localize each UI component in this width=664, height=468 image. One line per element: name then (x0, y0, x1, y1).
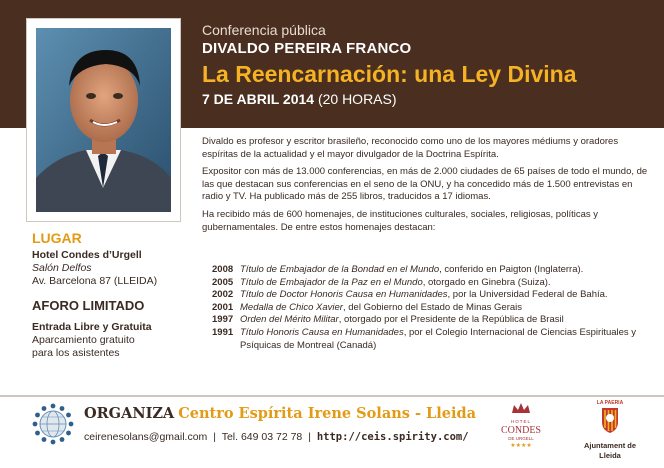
honor-detail: , conferido en Paigton (Inglaterra). (439, 264, 584, 275)
contact-line (84, 431, 469, 443)
honor-item (212, 327, 652, 352)
speaker-photo-frame (26, 18, 181, 222)
honor-year: 1991 (212, 326, 234, 338)
hotel-logo-name: CONDES (500, 425, 541, 436)
honor-detail: , por la Universidad Federal de Bahía. (447, 289, 608, 301)
event-date-time: (20 HORAS) (314, 91, 397, 107)
honor-text (240, 302, 652, 315)
city-council-top: LA PAERIA (596, 400, 624, 406)
speaker-name: DIVALDO PEREIRA FRANCO (202, 40, 412, 57)
honor-text (240, 314, 652, 327)
event-title: La Reencarnación: una Ley Divina (202, 61, 577, 87)
city-council-name: Ajuntament de Lleida (583, 441, 637, 460)
organizer-label: ORGANIZA (84, 405, 175, 422)
hotel-crown-icon (510, 402, 532, 414)
event-type: Conferencia pública (202, 22, 326, 38)
honor-text (240, 264, 652, 277)
bio-paragraph: Expositor con más de 13.000 conferencias, en más de 2.000 ciudades de 65 países de todo el mundo, de las que destacan sus conferencias en el seno de la ONU, y ha concedido más de 1.500 entrevistas en radio y TV. Ha publicado más de 255 libros, traducidos a 17 idiomas. (202, 166, 648, 203)
honor-title: Título de Embajador de la Paz en el Mundo (240, 276, 423, 288)
speaker-portrait-image (36, 28, 171, 212)
honor-title: Título de Embajador de la Bondad en el Mundo (240, 264, 440, 275)
honor-year: 2008 (212, 264, 234, 275)
honors-list (212, 264, 652, 352)
event-header (202, 22, 652, 109)
contact-separator: | (308, 431, 311, 443)
venue-heading: LUGAR (32, 230, 82, 246)
bio-paragraph: Ha recibido más de 600 homenajes, de instituciones culturales, sociales, religiosas, políticas y gubernamentales. De entre estos homenajes destacan: (202, 208, 599, 233)
footer-divider (0, 395, 664, 397)
event-date (202, 89, 652, 109)
contact-separator: | (213, 431, 216, 443)
hotel-logo (496, 401, 546, 450)
venue-room: Salón Delfos (32, 262, 92, 274)
organizer-line (84, 405, 476, 422)
honor-detail: , por el Colegio Internacional de Ciencias Espirituales y Psíquicas de Montreal (Canadá) (240, 326, 637, 351)
honor-year: 2001 (212, 301, 234, 313)
entry-info: Entrada Libre y Gratuita (32, 321, 152, 333)
parking-info: Aparcamiento gratuito (32, 334, 135, 346)
honor-year: 2005 (212, 276, 234, 288)
city-council-logo (574, 400, 646, 461)
honor-text (240, 289, 652, 302)
honor-year: 1997 (212, 314, 234, 326)
organizer-name: Centro Espírita Irene Solans - Lleida (178, 405, 477, 422)
honor-item (212, 302, 652, 315)
honor-year: 2002 (212, 289, 234, 301)
contact-website[interactable]: http://ceis.spirity.com/ (316, 431, 469, 443)
hotel-logo-sub: DE URGELL (508, 436, 534, 441)
event-details (32, 229, 192, 360)
honor-text (240, 327, 652, 352)
honor-item (212, 314, 652, 327)
honor-title: Título de Doctor Honoris Causa en Humanidades (240, 289, 448, 301)
bio-paragraph: Divaldo es profesor y escritor brasileño, reconocido como uno de los mayores médiums y oradores espíritas de la actualidad y el mayor divulgador de la Doctrina Espírita. (202, 136, 619, 160)
honor-detail: , otorgado en Ginebra (Suiza). (422, 276, 551, 288)
honor-title: Título Honoris Causa en Humanidades (240, 326, 404, 338)
hotel-stars-icon: ★★★★ (510, 443, 532, 449)
honor-detail: , del Gobierno del Estado de Minas Gerais (342, 301, 522, 313)
honor-detail: , otorgado por el Presidente de la República de Brasil (338, 314, 564, 326)
speaker-bio (202, 136, 652, 239)
honor-title: Medalla de Chico Xavier (240, 301, 343, 313)
venue-address: Av. Barcelona 87 (LLEIDA) (32, 275, 158, 287)
honor-title: Orden del Mérito Militar (240, 314, 339, 326)
speaker-photo (36, 28, 171, 212)
capacity-heading: AFORO LIMITADO (32, 298, 145, 313)
parking-info: para los asistentes (32, 347, 120, 359)
event-date-day: 7 DE ABRIL 2014 (202, 91, 315, 107)
honor-text (240, 277, 652, 290)
coat-of-arms-icon (599, 406, 621, 434)
honor-item (212, 289, 652, 302)
contact-email[interactable]: ceirenesolans@gmail.com (84, 431, 208, 443)
honor-item (212, 277, 652, 290)
hotel-logo-top: HOTEL (510, 419, 531, 424)
contact-phone: Tel. 649 03 72 78 (221, 431, 303, 443)
venue-name: Hotel Condes d’Urgell (32, 249, 142, 261)
organizer-globe-icon (32, 403, 74, 445)
honor-item (212, 264, 652, 277)
